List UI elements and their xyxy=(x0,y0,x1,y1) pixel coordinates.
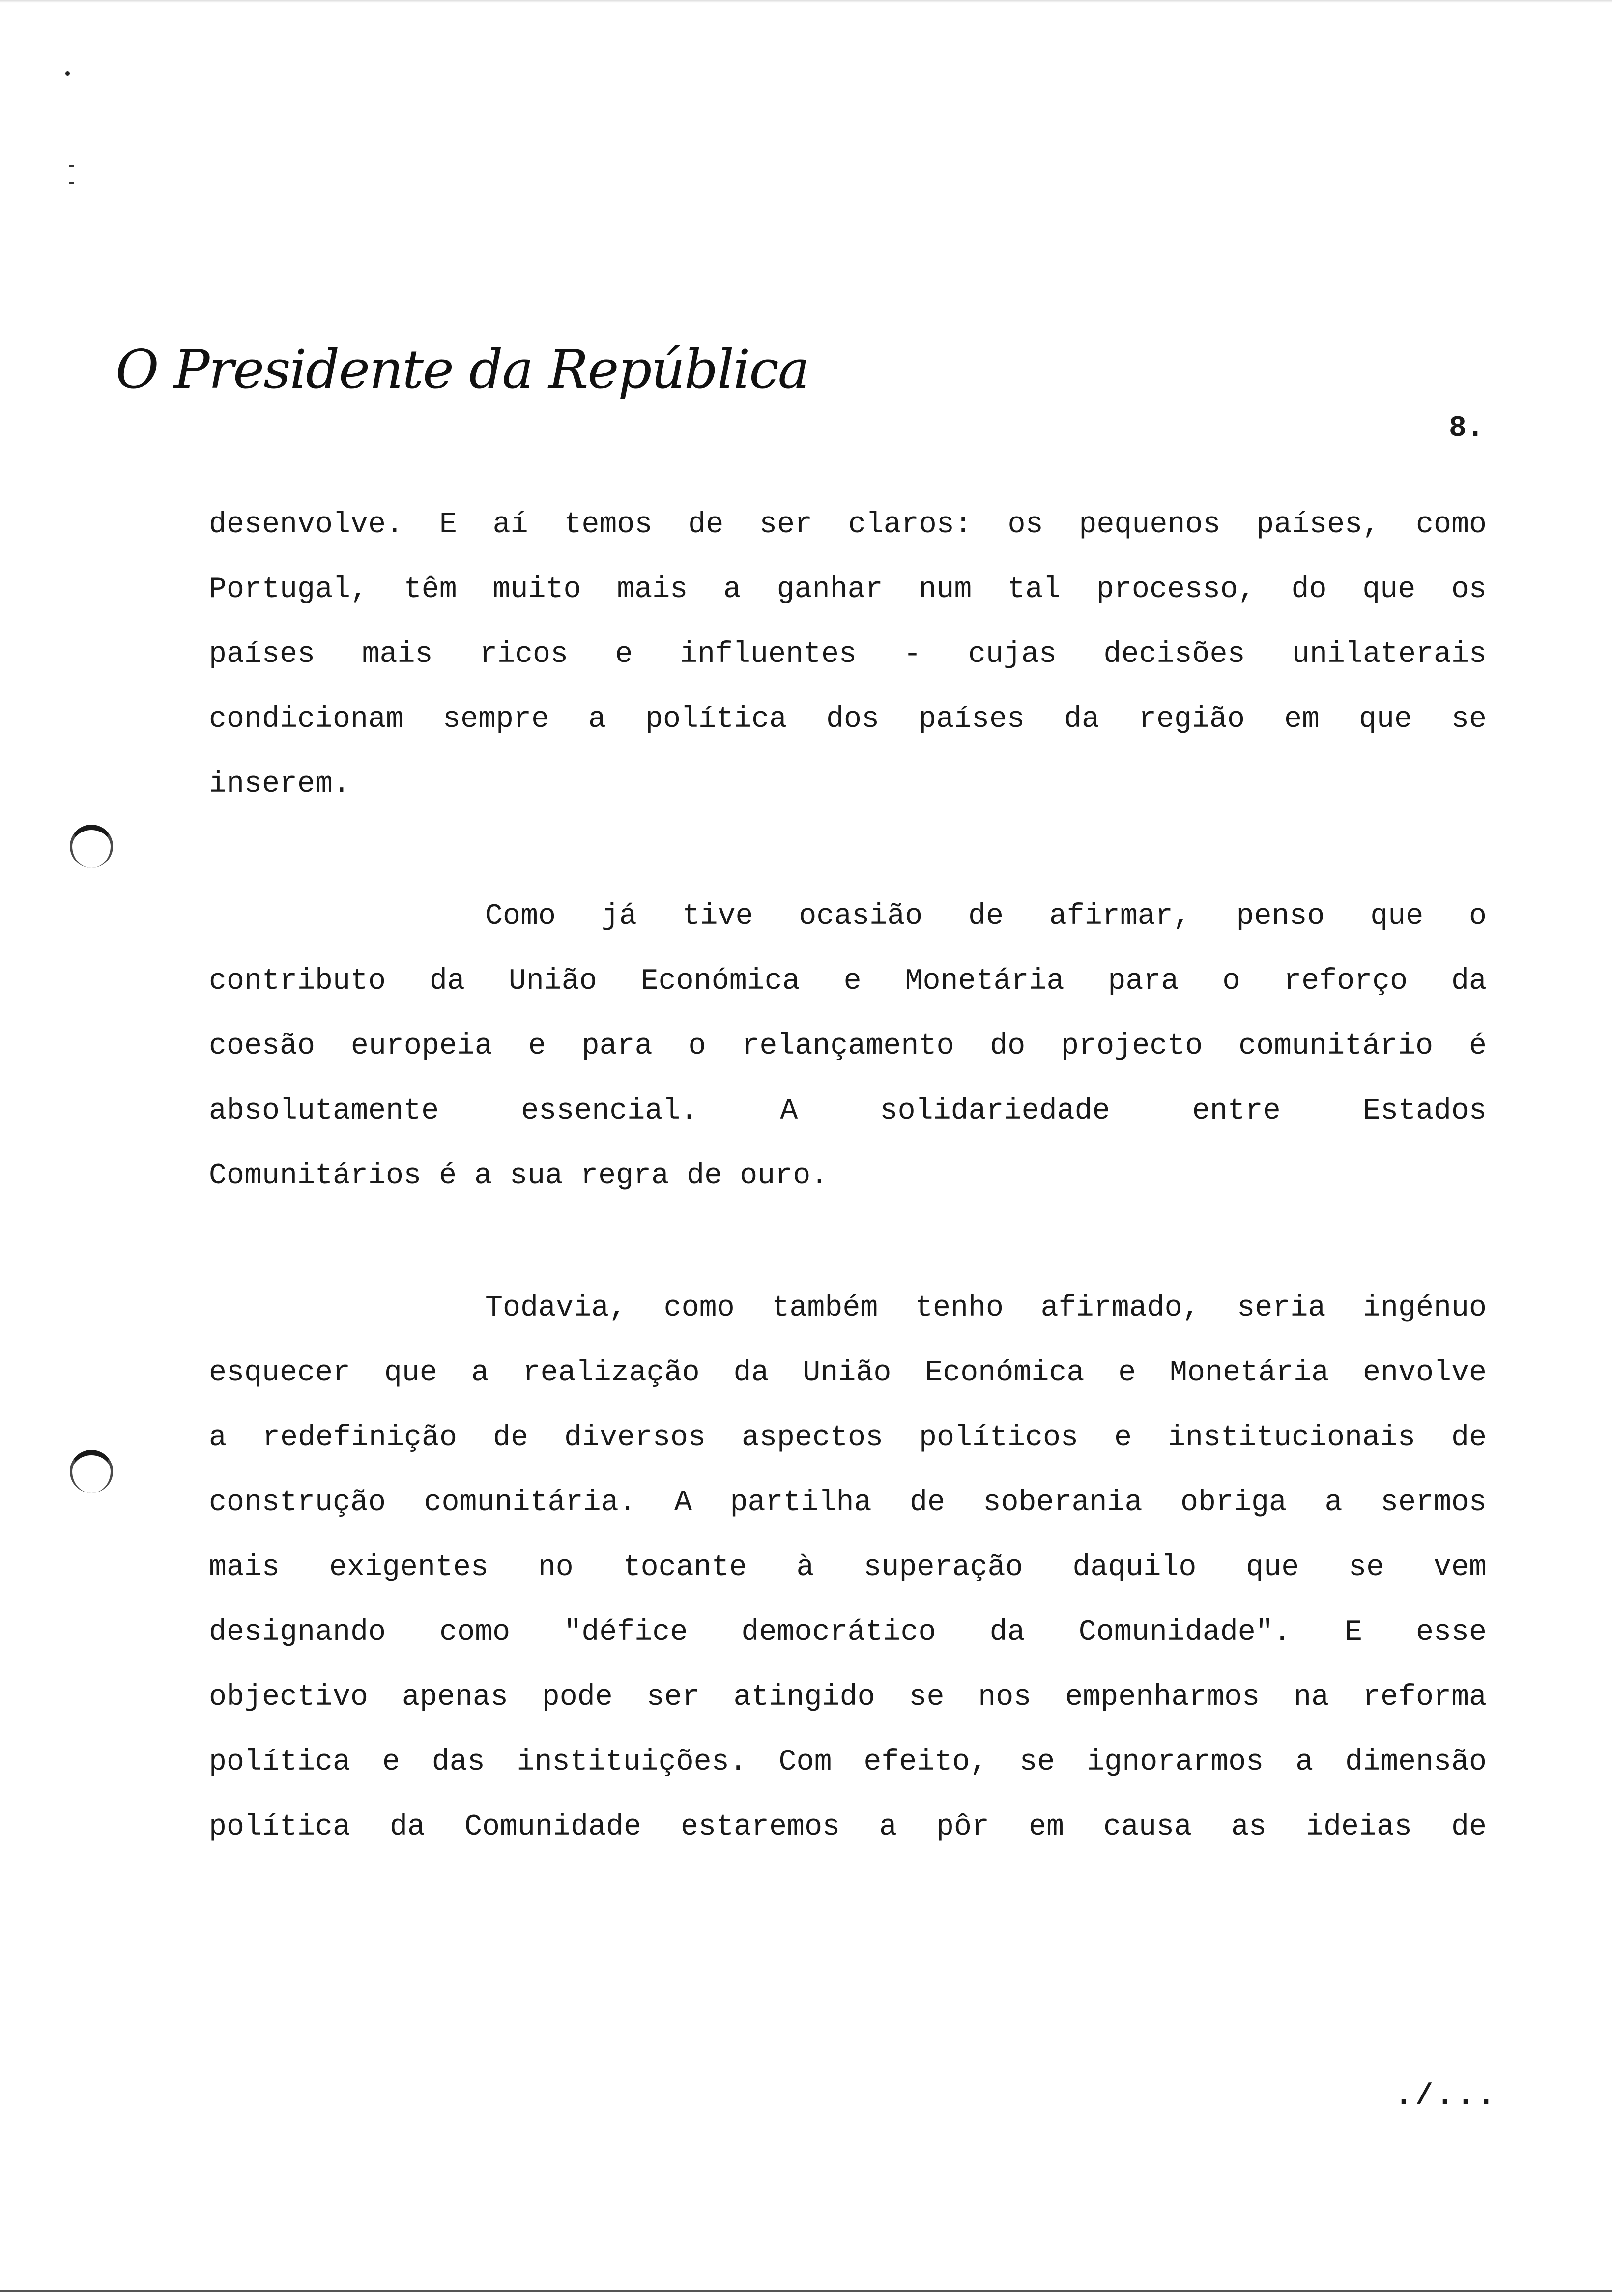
margin-dash xyxy=(69,165,74,167)
text-line: objectivo apenas pode ser atingido se nos empenharmos na reforma xyxy=(209,1681,1487,1714)
margin-dash xyxy=(69,182,74,184)
text-line: Todavia, como também tenho afirmado, seria ingénuo xyxy=(485,1292,1487,1325)
text-line: Comunitários é a sua regra de ouro. xyxy=(209,1159,829,1193)
text-line: a redefinição de diversos aspectos políticos e institucionais de xyxy=(209,1421,1487,1455)
text-line: designando como "défice democrático da Comunidade". E esse xyxy=(209,1616,1487,1649)
text-line: inserem. xyxy=(209,768,351,801)
text-line: países mais ricos e influentes - cujas decisões unilaterais xyxy=(209,638,1487,671)
letterhead: O Presidente da República xyxy=(115,339,809,401)
continuation-mark: ./... xyxy=(1395,2080,1498,2113)
text-line: contributo da União Económica e Monetária para o reforço da xyxy=(209,965,1487,998)
text-line: esquecer que a realização da União Económica e Monetária envolve xyxy=(209,1356,1487,1390)
paragraph-2 xyxy=(209,884,1487,1208)
text-line: condicionam sempre a política dos países da região em que se xyxy=(209,703,1487,736)
text-line: política e das instituições. Com efeito, se ignorarmos a dimensão xyxy=(209,1746,1487,1779)
page-number: 8. xyxy=(1449,412,1485,445)
text-line: Portugal, têm muito mais a ganhar num tal processo, do que os xyxy=(209,573,1487,606)
paragraph-3 xyxy=(209,1276,1487,1860)
text-line: coesão europeia e para o relançamento do projecto comunitário é xyxy=(209,1030,1487,1063)
text-line: desenvolve. E aí temos de ser claros: os pequenos países, como xyxy=(209,508,1487,542)
text-line: Como já tive ocasião de afirmar, penso que o xyxy=(485,900,1487,933)
scan-edge-top xyxy=(0,0,1612,3)
text-line: absolutamente essencial. A solidariedade entre Estados xyxy=(209,1094,1487,1128)
text-line: política da Comunidade estaremos a pôr em causa as ideias de xyxy=(209,1810,1487,1844)
text-line: construção comunitária. A partilha de soberania obriga a sermos xyxy=(209,1486,1487,1520)
punch-hole-bottom xyxy=(70,1450,113,1493)
punch-hole-top xyxy=(70,825,113,868)
text-line: mais exigentes no tocante à superação daquilo que se vem xyxy=(209,1551,1487,1584)
paragraph-1 xyxy=(209,492,1487,817)
margin-dot xyxy=(65,71,70,76)
scan-edge-bottom xyxy=(0,2290,1612,2292)
